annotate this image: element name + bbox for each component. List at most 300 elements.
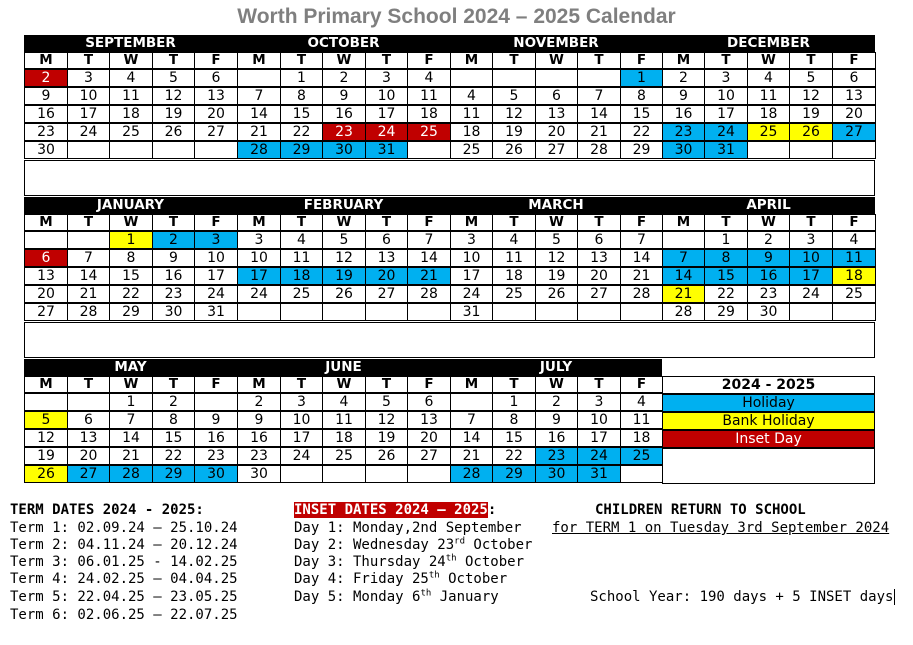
month-header-january: JANUARY — [24, 197, 237, 214]
day-cell: 26 — [322, 285, 366, 303]
inset-day-line — [294, 520, 522, 537]
day-cell: 5 — [492, 87, 536, 105]
day-cell: 11 — [322, 411, 366, 429]
inset-day-text: Day 3: Thursday 24 — [294, 554, 446, 570]
day-cell: 14 — [450, 429, 493, 447]
weekday-header: T — [492, 214, 536, 231]
day-cell: 13 — [407, 411, 451, 429]
month-header-june: JUNE — [237, 359, 450, 376]
day-cell: 4 — [832, 231, 876, 249]
day-cell: 9 — [237, 411, 281, 429]
day-cell: 1 — [109, 231, 153, 249]
day-cell: 7 — [662, 249, 705, 267]
day-cell: 8 — [109, 249, 153, 267]
day-cell: 8 — [492, 411, 536, 429]
inset-dates-title: INSET DATES 2024 – 2025 — [294, 502, 488, 518]
day-cell — [24, 393, 68, 411]
day-cell: 20 — [67, 447, 110, 465]
weekday-header: T — [67, 214, 110, 231]
day-cell: 30 — [747, 303, 790, 321]
day-cell: 20 — [365, 267, 408, 285]
weekday-header: M — [237, 376, 281, 393]
day-cell — [67, 141, 110, 159]
day-cell: 17 — [237, 267, 281, 285]
day-cell: 16 — [194, 429, 238, 447]
day-cell: 18 — [109, 105, 153, 123]
day-cell — [577, 303, 621, 321]
day-cell: 19 — [322, 267, 366, 285]
day-cell: 24 — [577, 447, 621, 465]
day-cell: 8 — [280, 87, 323, 105]
month-header-february: FEBRUARY — [237, 197, 450, 214]
term-line: Term 1: 02.09.24 – 25.10.24 — [10, 520, 238, 536]
day-cell — [407, 303, 451, 321]
weekday-header: W — [535, 214, 578, 231]
day-cell: 4 — [280, 231, 323, 249]
legend-heading: 2024 - 2025 — [662, 376, 875, 394]
inset-day-text: Day 1: Monday,2nd September — [294, 520, 522, 536]
term-line: Term 5: 22.04.25 – 23.05.25 — [10, 589, 238, 605]
day-cell: 4 — [747, 69, 790, 87]
day-cell: 6 — [407, 393, 451, 411]
day-cell: 17 — [704, 105, 748, 123]
day-cell: 4 — [620, 393, 663, 411]
day-cell: 18 — [492, 267, 536, 285]
text-cursor — [894, 589, 895, 605]
inset-day-line — [294, 589, 499, 606]
day-cell: 27 — [407, 447, 451, 465]
weekday-header: W — [535, 376, 578, 393]
day-cell — [492, 303, 536, 321]
day-cell: 24 — [280, 447, 323, 465]
weekday-header: T — [67, 376, 110, 393]
day-cell — [280, 465, 323, 483]
weekday-header: F — [620, 376, 663, 393]
day-cell: 13 — [535, 105, 578, 123]
day-cell: 11 — [109, 87, 153, 105]
day-cell: 22 — [152, 447, 195, 465]
day-cell: 26 — [535, 285, 578, 303]
day-cell: 10 — [280, 411, 323, 429]
day-cell: 16 — [237, 429, 281, 447]
day-cell — [280, 303, 323, 321]
weekday-header: M — [24, 376, 68, 393]
day-cell: 22 — [280, 123, 323, 141]
weekday-header: M — [662, 52, 705, 69]
month-header-april: APRIL — [662, 197, 875, 214]
day-cell: 16 — [322, 105, 366, 123]
day-cell: 21 — [67, 285, 110, 303]
day-cell: 11 — [492, 249, 536, 267]
day-cell — [577, 69, 621, 87]
day-cell: 16 — [535, 429, 578, 447]
weekday-header: T — [492, 376, 536, 393]
day-cell — [832, 303, 876, 321]
day-cell: 19 — [152, 105, 195, 123]
term-line: Term 4: 24.02.25 – 04.04.25 — [10, 571, 238, 587]
day-cell: 13 — [577, 249, 621, 267]
weekday-header: F — [832, 214, 876, 231]
day-cell: 14 — [237, 105, 281, 123]
day-cell: 13 — [365, 249, 408, 267]
day-cell — [152, 141, 195, 159]
day-cell: 7 — [577, 87, 621, 105]
day-cell: 11 — [832, 249, 876, 267]
day-cell: 10 — [450, 249, 493, 267]
day-cell: 14 — [620, 249, 663, 267]
legend-holiday: Holiday — [662, 394, 875, 412]
weekday-header: T — [704, 52, 748, 69]
ordinal-suffix: th — [428, 570, 440, 581]
day-cell: 4 — [109, 69, 153, 87]
day-cell: 24 — [365, 123, 408, 141]
day-cell: 10 — [365, 87, 408, 105]
day-cell: 6 — [535, 87, 578, 105]
day-cell: 16 — [152, 267, 195, 285]
calendar-separator — [24, 160, 875, 196]
day-cell: 4 — [492, 231, 536, 249]
day-cell: 25 — [747, 123, 790, 141]
inset-day-line — [294, 571, 507, 588]
day-cell: 29 — [620, 141, 663, 159]
weekday-header: W — [535, 52, 578, 69]
day-cell — [237, 303, 281, 321]
day-cell: 13 — [194, 87, 238, 105]
day-cell: 24 — [67, 123, 110, 141]
day-cell: 5 — [535, 231, 578, 249]
day-cell: 13 — [24, 267, 68, 285]
weekday-header: F — [194, 214, 238, 231]
day-cell: 14 — [109, 429, 153, 447]
day-cell: 7 — [407, 231, 451, 249]
day-cell: 28 — [237, 141, 281, 159]
day-cell: 23 — [24, 123, 68, 141]
day-cell — [620, 465, 663, 483]
weekday-header: T — [365, 52, 408, 69]
day-cell: 4 — [322, 393, 366, 411]
page-title: Worth Primary School 2024 – 2025 Calendar — [237, 5, 676, 28]
legend-blank — [662, 448, 875, 484]
day-cell: 1 — [280, 69, 323, 87]
day-cell: 20 — [407, 429, 451, 447]
inset-dates-colon: : — [487, 502, 497, 518]
day-cell: 9 — [24, 87, 68, 105]
day-cell: 30 — [194, 465, 238, 483]
day-cell: 21 — [450, 447, 493, 465]
day-cell: 2 — [662, 69, 705, 87]
day-cell: 23 — [152, 285, 195, 303]
weekday-header: F — [407, 52, 451, 69]
day-cell: 6 — [194, 69, 238, 87]
day-cell: 17 — [194, 267, 238, 285]
month-header-december: DECEMBER — [662, 35, 875, 52]
weekday-header: M — [662, 214, 705, 231]
day-cell: 2 — [535, 393, 578, 411]
weekday-header: T — [789, 52, 833, 69]
day-cell: 17 — [450, 267, 493, 285]
weekday-header: F — [407, 376, 451, 393]
day-cell: 28 — [620, 285, 663, 303]
day-cell: 21 — [109, 447, 153, 465]
term-line: Term 2: 04.11.24 – 20.12.24 — [10, 537, 238, 553]
day-cell: 2 — [24, 69, 68, 87]
day-cell: 28 — [577, 141, 621, 159]
day-cell: 15 — [280, 105, 323, 123]
weekday-header: M — [24, 52, 68, 69]
day-cell: 25 — [492, 285, 536, 303]
day-cell: 20 — [535, 123, 578, 141]
day-cell: 27 — [194, 123, 238, 141]
day-cell: 21 — [237, 123, 281, 141]
day-cell: 7 — [109, 411, 153, 429]
day-cell: 6 — [67, 411, 110, 429]
day-cell: 5 — [365, 393, 408, 411]
day-cell: 15 — [152, 429, 195, 447]
day-cell — [407, 141, 451, 159]
day-cell: 3 — [450, 231, 493, 249]
inset-day-month: October — [456, 554, 524, 570]
day-cell: 12 — [152, 87, 195, 105]
day-cell — [67, 393, 110, 411]
day-cell: 3 — [365, 69, 408, 87]
day-cell: 28 — [407, 285, 451, 303]
day-cell: 31 — [194, 303, 238, 321]
day-cell: 12 — [492, 105, 536, 123]
weekday-header: M — [24, 214, 68, 231]
weekday-header: T — [67, 52, 110, 69]
month-header-july: JULY — [450, 359, 662, 376]
weekday-header: W — [322, 52, 366, 69]
day-cell: 6 — [365, 231, 408, 249]
day-cell: 29 — [492, 465, 536, 483]
day-cell: 20 — [577, 267, 621, 285]
weekday-header: F — [194, 52, 238, 69]
day-cell: 29 — [109, 303, 153, 321]
month-header-october: OCTOBER — [237, 35, 450, 52]
weekday-header: T — [704, 214, 748, 231]
day-cell: 21 — [662, 285, 705, 303]
month-header-march: MARCH — [450, 197, 662, 214]
day-cell: 10 — [194, 249, 238, 267]
weekday-header: W — [109, 52, 153, 69]
day-cell — [237, 69, 281, 87]
day-cell — [322, 465, 366, 483]
term-dates-heading: TERM DATES 2024 - 2025: — [10, 502, 204, 518]
day-cell: 2 — [152, 393, 195, 411]
day-cell: 6 — [24, 249, 68, 267]
day-cell: 27 — [535, 141, 578, 159]
day-cell: 18 — [280, 267, 323, 285]
day-cell: 30 — [662, 141, 705, 159]
day-cell: 25 — [450, 141, 493, 159]
day-cell — [365, 465, 408, 483]
day-cell: 14 — [407, 249, 451, 267]
inset-day-month: January — [431, 589, 499, 605]
day-cell: 10 — [237, 249, 281, 267]
day-cell: 2 — [322, 69, 366, 87]
day-cell: 31 — [365, 141, 408, 159]
weekday-header: T — [152, 214, 195, 231]
day-cell: 19 — [24, 447, 68, 465]
day-cell: 8 — [704, 249, 748, 267]
weekday-header: M — [237, 52, 281, 69]
day-cell: 31 — [450, 303, 493, 321]
day-cell: 30 — [24, 141, 68, 159]
day-cell: 17 — [577, 429, 621, 447]
day-cell: 11 — [620, 411, 663, 429]
ordinal-suffix: rd — [454, 536, 465, 547]
day-cell: 27 — [577, 285, 621, 303]
day-cell: 5 — [322, 231, 366, 249]
day-cell: 12 — [789, 87, 833, 105]
day-cell: 28 — [67, 303, 110, 321]
day-cell: 16 — [662, 105, 705, 123]
weekday-header: T — [280, 376, 323, 393]
day-cell: 16 — [24, 105, 68, 123]
day-cell: 25 — [620, 447, 663, 465]
day-cell: 23 — [747, 285, 790, 303]
day-cell: 12 — [365, 411, 408, 429]
day-cell: 19 — [789, 105, 833, 123]
day-cell: 20 — [194, 105, 238, 123]
day-cell: 24 — [789, 285, 833, 303]
day-cell — [407, 465, 451, 483]
weekday-header: T — [789, 214, 833, 231]
inset-day-text: Day 4: Friday 25 — [294, 571, 429, 587]
day-cell: 14 — [67, 267, 110, 285]
day-cell: 31 — [577, 465, 621, 483]
day-cell: 26 — [152, 123, 195, 141]
day-cell: 30 — [152, 303, 195, 321]
day-cell: 6 — [577, 231, 621, 249]
weekday-header: T — [577, 376, 621, 393]
day-cell: 25 — [832, 285, 876, 303]
day-cell — [662, 231, 705, 249]
day-cell: 1 — [492, 393, 536, 411]
weekday-header: F — [620, 214, 663, 231]
children-return-line: for TERM 1 on Tuesday 3rd September 2024 — [552, 520, 890, 536]
month-header-september: SEPTEMBER — [24, 35, 237, 52]
day-cell — [789, 141, 833, 159]
weekday-header: W — [747, 52, 790, 69]
weekday-header: T — [577, 214, 621, 231]
day-cell: 18 — [322, 429, 366, 447]
day-cell: 10 — [67, 87, 110, 105]
day-cell: 15 — [620, 105, 663, 123]
day-cell: 27 — [67, 465, 110, 483]
day-cell: 9 — [194, 411, 238, 429]
day-cell — [194, 393, 238, 411]
weekday-header: F — [407, 214, 451, 231]
day-cell: 28 — [450, 465, 493, 483]
day-cell: 4 — [407, 69, 451, 87]
day-cell: 10 — [704, 87, 748, 105]
ordinal-suffix: th — [420, 588, 432, 599]
weekday-header: W — [109, 376, 153, 393]
inset-day-line — [294, 537, 532, 554]
day-cell: 18 — [620, 429, 663, 447]
day-cell: 19 — [492, 123, 536, 141]
day-cell: 17 — [789, 267, 833, 285]
day-cell: 20 — [832, 105, 876, 123]
day-cell: 26 — [789, 123, 833, 141]
day-cell: 27 — [24, 303, 68, 321]
day-cell: 14 — [577, 105, 621, 123]
weekday-header: W — [109, 214, 153, 231]
weekday-header: M — [450, 214, 493, 231]
day-cell: 3 — [280, 393, 323, 411]
day-cell: 23 — [322, 123, 366, 141]
day-cell: 12 — [24, 429, 68, 447]
month-header-may: MAY — [24, 359, 237, 376]
day-cell: 26 — [492, 141, 536, 159]
day-cell: 13 — [832, 87, 876, 105]
day-cell — [535, 69, 578, 87]
inset-dates-heading — [294, 502, 496, 519]
weekday-header: M — [450, 52, 493, 69]
weekday-header: T — [492, 52, 536, 69]
weekday-header: W — [322, 214, 366, 231]
day-cell: 21 — [577, 123, 621, 141]
day-cell: 31 — [704, 141, 748, 159]
day-cell: 23 — [535, 447, 578, 465]
day-cell: 22 — [492, 447, 536, 465]
weekday-header: T — [280, 52, 323, 69]
weekday-header: F — [620, 52, 663, 69]
day-cell: 17 — [280, 429, 323, 447]
day-cell: 27 — [365, 285, 408, 303]
day-cell: 29 — [280, 141, 323, 159]
day-cell — [832, 141, 876, 159]
day-cell — [322, 303, 366, 321]
day-cell: 1 — [109, 393, 153, 411]
day-cell — [109, 141, 153, 159]
day-cell: 16 — [747, 267, 790, 285]
day-cell: 28 — [109, 465, 153, 483]
day-cell: 12 — [535, 249, 578, 267]
term-line: Term 3: 06.01.25 - 14.02.25 — [10, 554, 238, 570]
day-cell: 21 — [407, 267, 451, 285]
weekday-header: F — [194, 376, 238, 393]
day-cell: 1 — [620, 69, 663, 87]
day-cell: 19 — [535, 267, 578, 285]
day-cell: 25 — [322, 447, 366, 465]
day-cell: 1 — [704, 231, 748, 249]
day-cell: 9 — [662, 87, 705, 105]
school-year-text: School Year: 190 days + 5 INSET days — [590, 589, 894, 605]
day-cell — [67, 231, 110, 249]
day-cell: 26 — [24, 465, 68, 483]
day-cell: 2 — [237, 393, 281, 411]
day-cell: 11 — [450, 105, 493, 123]
day-cell: 10 — [577, 411, 621, 429]
day-cell: 3 — [577, 393, 621, 411]
day-cell: 7 — [237, 87, 281, 105]
day-cell — [450, 69, 493, 87]
inset-day-text: Day 5: Monday 6 — [294, 589, 421, 605]
day-cell: 23 — [662, 123, 705, 141]
day-cell — [365, 303, 408, 321]
day-cell — [747, 141, 790, 159]
day-cell: 18 — [450, 123, 493, 141]
weekday-header: T — [577, 52, 621, 69]
day-cell: 7 — [620, 231, 663, 249]
day-cell — [24, 231, 68, 249]
day-cell: 17 — [365, 105, 408, 123]
day-cell: 26 — [365, 447, 408, 465]
day-cell: 2 — [747, 231, 790, 249]
day-cell: 4 — [450, 87, 493, 105]
